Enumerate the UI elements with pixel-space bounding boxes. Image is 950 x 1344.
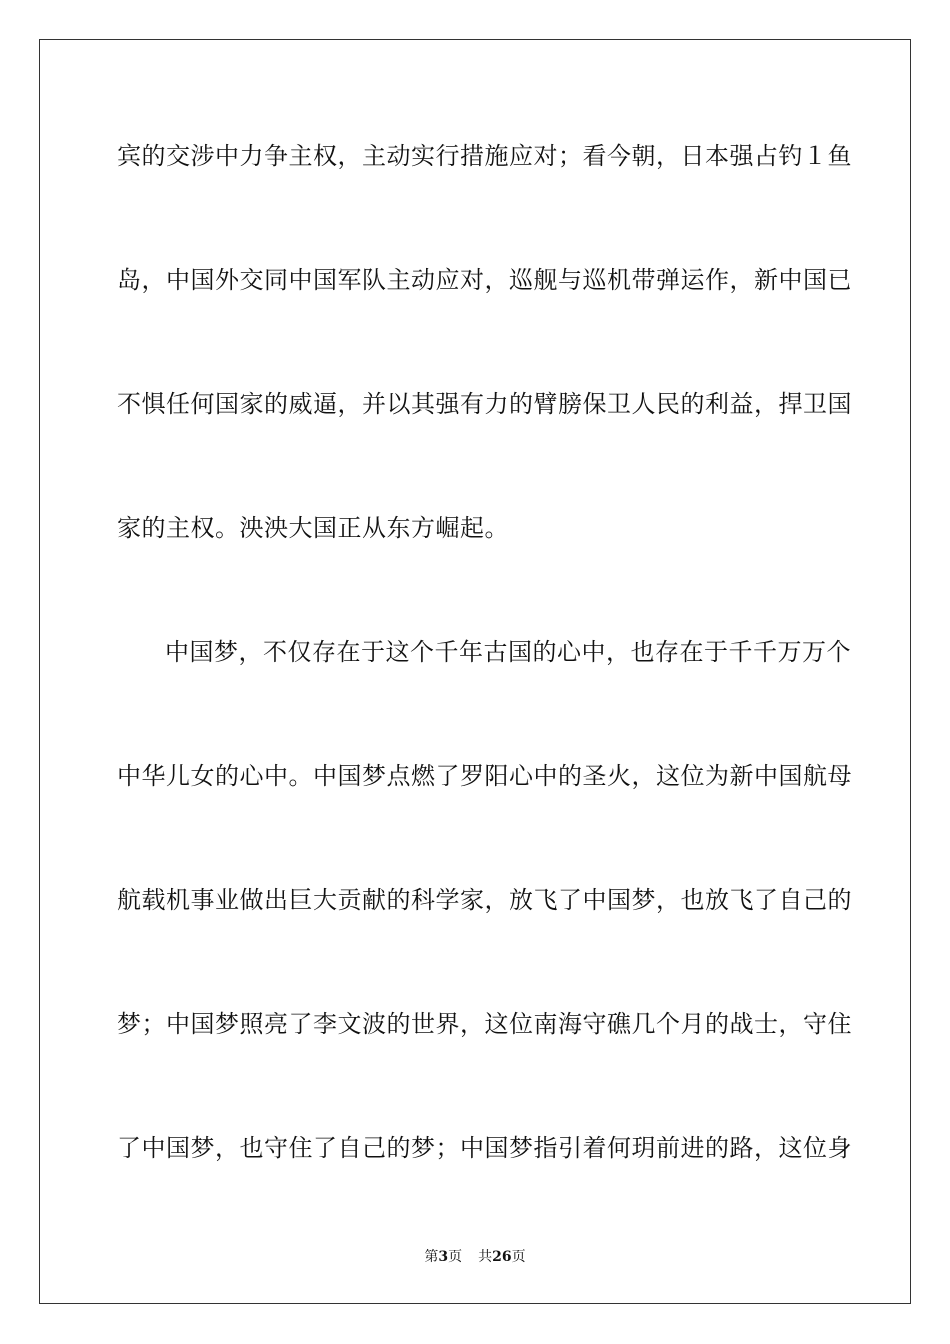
page-label-prefix: 第 [424,1249,439,1265]
body-text-line-2: 岛，中国外交同中国军队主动应对，巡舰与巡机带弹运作，新中国已 [117,266,852,294]
page-label-suffix: 页 [448,1249,463,1265]
body-text-line-8: 梦；中国梦照亮了李文波的世界，这位南海守礁几个月的战士，守住 [117,1010,852,1038]
page-number: 3 [438,1249,449,1265]
body-text-line-7: 航载机事业做出巨大贡献的科学家，放飞了中国梦，也放飞了自己的 [117,886,852,914]
total-label-suffix: 页 [511,1249,526,1265]
page-footer [0,1248,950,1266]
body-text-line-5: 中国梦，不仅存在于这个千年古国的心中，也存在于千千万万个 [165,638,851,666]
body-text-line-4: 家的主权。泱泱大国正从东方崛起。 [117,514,509,542]
total-label-prefix: 共 [478,1249,493,1265]
body-text-line-1: 宾的交涉中力争主权，主动实行措施应对；看今朝，日本强占钓１鱼 [117,142,852,170]
page-border [39,39,911,1304]
body-text-line-3: 不惧任何国家的威逼，并以其强有力的臂膀保卫人民的利益，捍卫国 [117,390,852,418]
body-text-line-9: 了中国梦，也守住了自己的梦；中国梦指引着何玥前进的路，这位身 [117,1134,852,1162]
body-text-line-6: 中华儿女的心中。中国梦点燃了罗阳心中的圣火，这位为新中国航母 [117,762,852,790]
total-pages: 26 [492,1249,512,1265]
